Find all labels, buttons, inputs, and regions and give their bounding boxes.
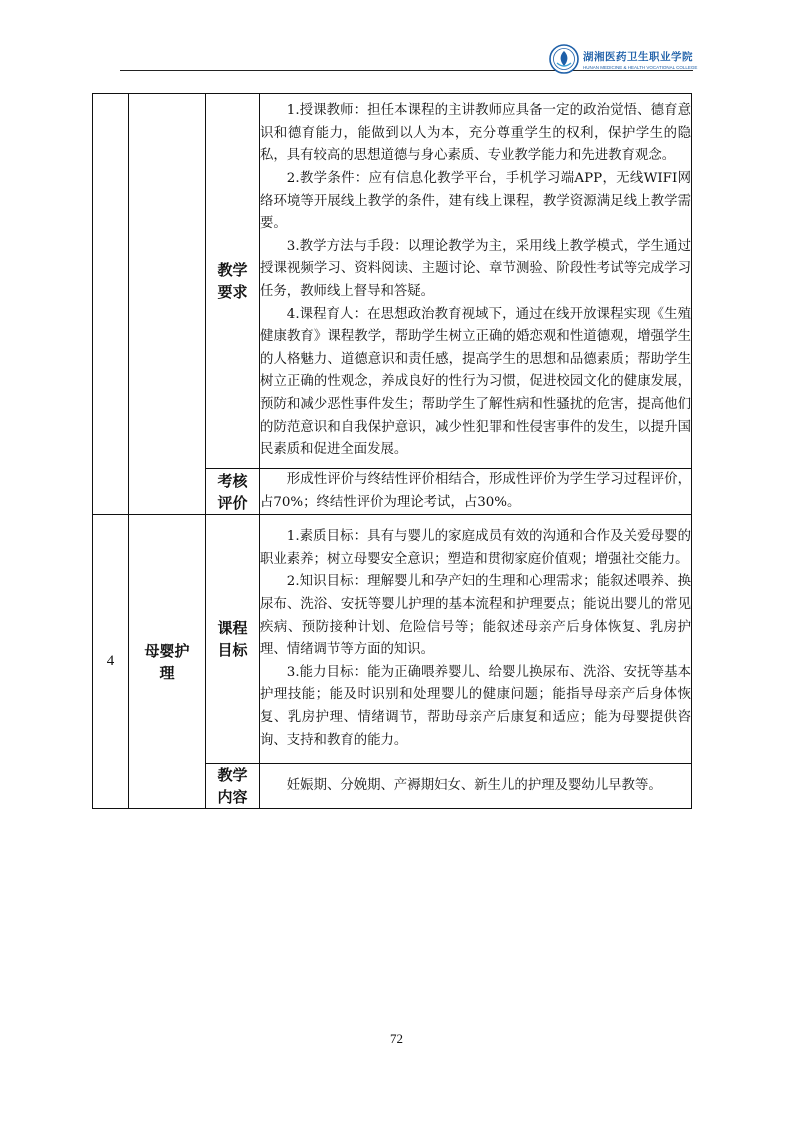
teaching-content <box>260 764 692 809</box>
content-label-line2: 内容 <box>217 788 248 807</box>
course-number-cell <box>93 94 129 515</box>
course-table <box>92 93 692 809</box>
requirement-item: 4.课程育人：在思想政治教育视域下，通过在线开放课程实现《生殖健康教育》课程教学，帮助学生树立正确的婚恋观和性道德观，增强学生的人格魅力、道德意识和责任感，提高学生的思想和品德素质；帮助学生树立正确的性观念，养成良好的性行为习惯，促进校园文化的健康发展，预防和减少恶性事件发生；帮助学生了解性病和性骚扰的危害，提高他们的防范意识和自我保护意识，减少性犯罪和性侵害事件的发生，以提升国民素质和促进全面发展。 <box>260 306 691 458</box>
objectives-label-line1: 课程 <box>217 619 248 638</box>
objective-item: 1.素质目标：具有与婴儿的家庭成员有效的沟通和合作及关爱母婴的职业素养；树立母婴安全意识；塑造和贯彻家庭价值观；增强社交能力。 <box>260 529 691 567</box>
course-number: 4 <box>93 515 129 809</box>
college-name-en: HUNAN MEDICINE & HEALTH VOCATIONAL COLLEGE <box>583 64 698 70</box>
objectives-content <box>260 515 692 764</box>
requirements-label <box>206 94 260 469</box>
assessment-label <box>206 469 260 515</box>
college-logo <box>549 44 697 74</box>
content-label-line1: 教学 <box>217 766 248 785</box>
course-name-line2: 理 <box>159 663 175 682</box>
course-name-cell <box>129 94 206 515</box>
content-label <box>206 764 260 809</box>
objectives-label-line2: 目标 <box>217 641 248 660</box>
assessment-content <box>260 469 692 515</box>
requirement-item: 1.授课教师：担任本课程的主讲教师应具备一定的政治觉悟、德育意识和德育能力，能做到以人为本，充分尊重学生的权利，保护学生的隐私，具有较高的思想道德与身心素质、专业教学能力和先进教育观念。 <box>260 103 691 164</box>
requirements-label-line1: 教学 <box>217 261 248 279</box>
requirement-item: 2.教学条件：应有信息化教学平台，手机学习端APP，无线WIFI网络环境等开展线上教学的条件，建有线上课程，教学资源满足线上教学需要。 <box>260 171 691 232</box>
table-row <box>93 515 692 764</box>
requirements-label-line2: 要求 <box>217 283 248 301</box>
assessment-label-line1: 考核 <box>217 471 248 490</box>
college-seal-icon <box>549 44 579 74</box>
page-number: 72 <box>390 1031 403 1046</box>
objective-item: 2.知识目标：理解婴儿和孕产妇的生理和心理需求；能叙述喂养、换尿布、洗浴、安抚等婴儿护理的基本流程和护理要点；能说出婴儿的常见疾病、预防接种计划、危险信号等；能叙述母亲产后身体恢复、乳房护理、情绪调节等方面的知识。 <box>260 574 691 658</box>
course-name-line1: 母婴护 <box>144 641 190 660</box>
requirements-content <box>260 94 692 469</box>
assessment-text: 形成性评价与终结性评价相结合，形成性评价为学生学习过程评价，占70%；终结性评价为理论考试，占30%。 <box>260 472 691 510</box>
content-text: 妊娠期、分娩期、产褥期妇女、新生儿的护理及婴幼儿早教等。 <box>286 777 662 793</box>
objectives-label <box>206 515 260 764</box>
college-name-cn: 湖湘医药卫生职业学院 <box>583 50 693 63</box>
requirement-item: 3.教学方法与手段：以理论教学为主，采用线上教学模式，学生通过授课视频学习、资料阅读、主题讨论、章节测验、阶段性考试等完成学习任务，教师线上督导和答疑。 <box>260 238 691 299</box>
objective-item: 3.能力目标：能为正确喂养婴儿、给婴儿换尿布、洗浴、安抚等基本护理技能；能及时识别和处理婴儿的健康问题；能指导母亲产后身体恢复、乳房护理、情绪调节，帮助母亲产后康复和适应；能为母婴提供咨询、支持和教育的能力。 <box>260 664 691 748</box>
assessment-label-line2: 评价 <box>217 493 248 512</box>
table-row <box>93 94 692 469</box>
course-name <box>129 515 206 809</box>
